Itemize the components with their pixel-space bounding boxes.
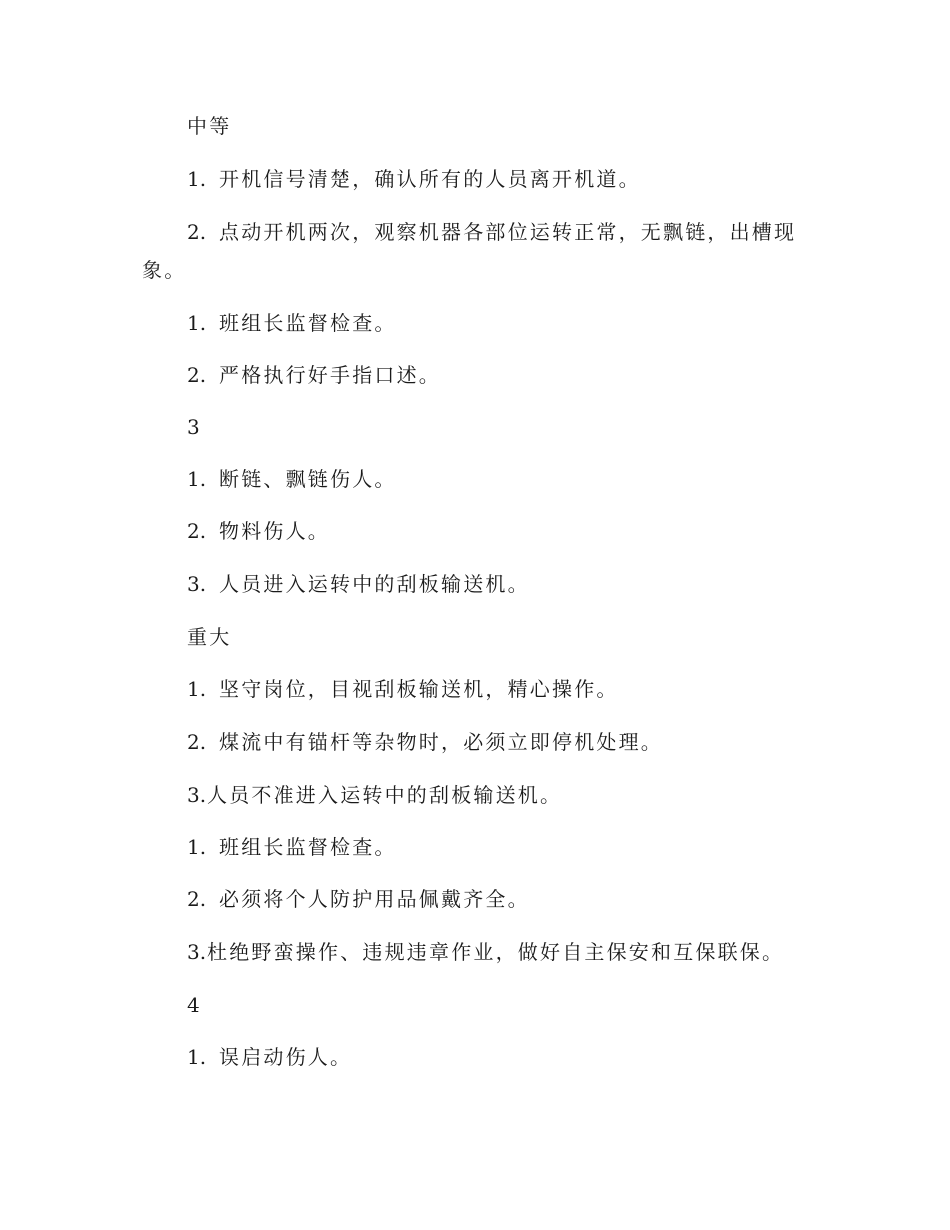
list-number: 1. — [187, 835, 207, 859]
list-number: 1. — [187, 467, 207, 491]
section-number — [187, 992, 202, 1018]
list-item — [187, 834, 397, 860]
list-item — [187, 571, 530, 597]
list-item — [187, 518, 330, 544]
line-text: 重大 — [187, 625, 232, 649]
line-text: 物料伤人。 — [219, 519, 330, 543]
list-item — [187, 219, 796, 245]
line-text: 开机信号清楚，确认所有的人员离开机道。 — [219, 167, 641, 191]
list-number: 1. — [187, 1045, 207, 1069]
list-item — [187, 310, 397, 336]
list-number: 1. — [187, 311, 207, 335]
line-text: 4 — [187, 993, 202, 1017]
list-item — [187, 676, 619, 702]
line-text: 断链、飘链伤人。 — [219, 467, 397, 491]
line-text: 坚守岗位，目视刮板输送机，精心操作。 — [219, 677, 619, 701]
list-item — [187, 362, 441, 388]
list-number: 2. — [187, 220, 207, 244]
line-text: 3 — [187, 415, 202, 439]
line-text: 中等 — [187, 114, 232, 138]
section-heading — [187, 113, 231, 139]
line-text: 必须将个人防护用品佩戴齐全。 — [219, 887, 530, 911]
list-item-continuation — [142, 257, 186, 283]
list-item — [187, 729, 663, 755]
list-number: 1. — [187, 677, 207, 701]
list-number: 3. — [187, 940, 207, 964]
list-item — [187, 1044, 352, 1070]
line-text: 点动开机两次，观察机器各部位运转正常，无飘链，出槽现 — [219, 220, 797, 244]
section-heading — [187, 624, 231, 650]
line-text: 人员不准进入运转中的刮板输送机。 — [207, 783, 563, 807]
line-text: 煤流中有锚杆等杂物时，必须立即停机处理。 — [219, 730, 663, 754]
line-text: 误启动伤人。 — [219, 1045, 353, 1069]
list-number: 2. — [187, 730, 207, 754]
line-text: 班组长监督检查。 — [219, 835, 397, 859]
list-number: 2. — [187, 519, 207, 543]
list-item — [187, 886, 530, 912]
line-text: 班组长监督检查。 — [219, 311, 397, 335]
line-text: 严格执行好手指口述。 — [219, 363, 441, 387]
line-text: 象。 — [142, 258, 187, 282]
list-number: 3. — [187, 783, 207, 807]
line-text: 杜绝野蛮操作、违规违章作业，做好自主保安和互保联保。 — [207, 940, 785, 964]
list-item — [187, 782, 562, 808]
list-item — [187, 466, 397, 492]
line-text: 人员进入运转中的刮板输送机。 — [219, 572, 530, 596]
list-item — [187, 939, 784, 965]
list-number: 3. — [187, 572, 207, 596]
list-item — [187, 166, 641, 192]
section-number — [187, 414, 202, 440]
list-number: 2. — [187, 887, 207, 911]
list-number: 2. — [187, 363, 207, 387]
list-number: 1. — [187, 167, 207, 191]
